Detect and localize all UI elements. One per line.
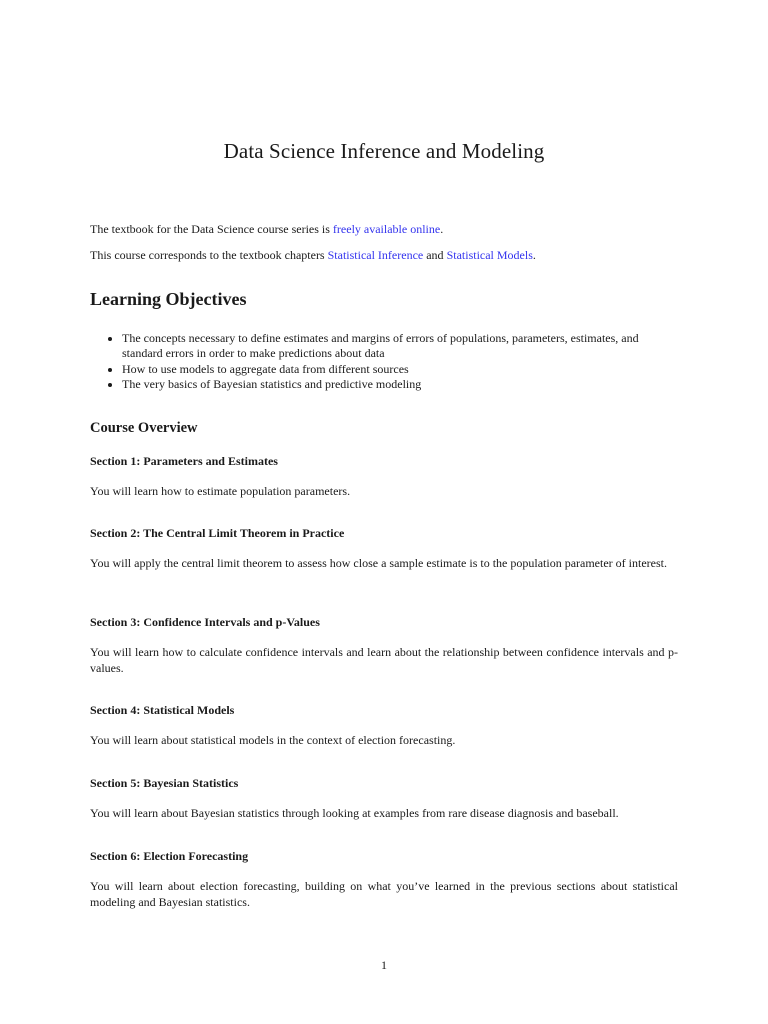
section-text: You will learn how to estimate population parameters. <box>90 484 351 498</box>
document-title: Data Science Inference and Modeling <box>223 139 545 163</box>
objectives-list <box>90 331 682 392</box>
intro <box>90 221 690 263</box>
section-text: You will apply the central limit theorem to assess how close a sample estimate is to the population parameter of interest. <box>90 556 667 570</box>
statistical-models-link[interactable]: Statistical Models <box>446 248 533 262</box>
learning-objectives-heading: Learning Objectives <box>90 289 247 309</box>
intro-chapters-line <box>90 247 690 263</box>
intro-textbook-line <box>90 221 690 237</box>
intro-line2-between: and <box>423 248 447 262</box>
section-3 <box>90 614 678 676</box>
objective-item: • The concepts necessary to define estimates and margins of errors of populations, parameters, estimates, and standard errors in order to make predictions about data <box>122 331 682 362</box>
page-number: 1 <box>381 958 387 972</box>
intro-line1-text: The textbook for the Data Science course series is <box>90 222 333 236</box>
section-heading: Section 2: The Central Limit Theorem in Practice <box>90 526 345 540</box>
objective-item: • How to use models to aggregate data from different sources <box>122 362 682 377</box>
section-heading: Section 6: Election Forecasting <box>90 849 249 863</box>
intro-line2-text: This course corresponds to the textbook chapters <box>90 248 328 262</box>
section-text: You will learn about statistical models in the context of election forecasting. <box>90 733 456 747</box>
statistical-inference-link[interactable]: Statistical Inference <box>327 248 424 262</box>
section-text: You will learn how to calculate confidence intervals and learn about the relationship between confidence intervals and p-values. <box>90 645 678 675</box>
section-6 <box>90 848 678 910</box>
section-heading: Section 5: Bayesian Statistics <box>90 776 239 790</box>
section-heading: Section 1: Parameters and Estimates <box>90 454 278 468</box>
course-overview-heading: Course Overview <box>90 420 198 436</box>
freely-available-online-link[interactable]: freely available online <box>332 222 441 236</box>
section-text: You will learn about Bayesian statistics through looking at examples from rare disease diagnosis and baseball. <box>90 806 619 820</box>
section-heading: Section 4: Statistical Models <box>90 703 235 717</box>
section-5 <box>90 775 678 822</box>
section-1 <box>90 453 678 500</box>
section-2 <box>90 525 678 572</box>
intro-line1-end: . <box>440 222 444 236</box>
intro-line2-end: . <box>532 248 536 262</box>
section-text: You will learn about election forecasting, building on what you’ve learned in the previous sections about statistical modeling and Bayesian statistics. <box>90 879 678 909</box>
section-heading: Section 3: Confidence Intervals and p-Values <box>90 615 320 629</box>
objective-item: • The very basics of Bayesian statistics and predictive modeling <box>122 377 682 392</box>
section-4 <box>90 702 678 749</box>
